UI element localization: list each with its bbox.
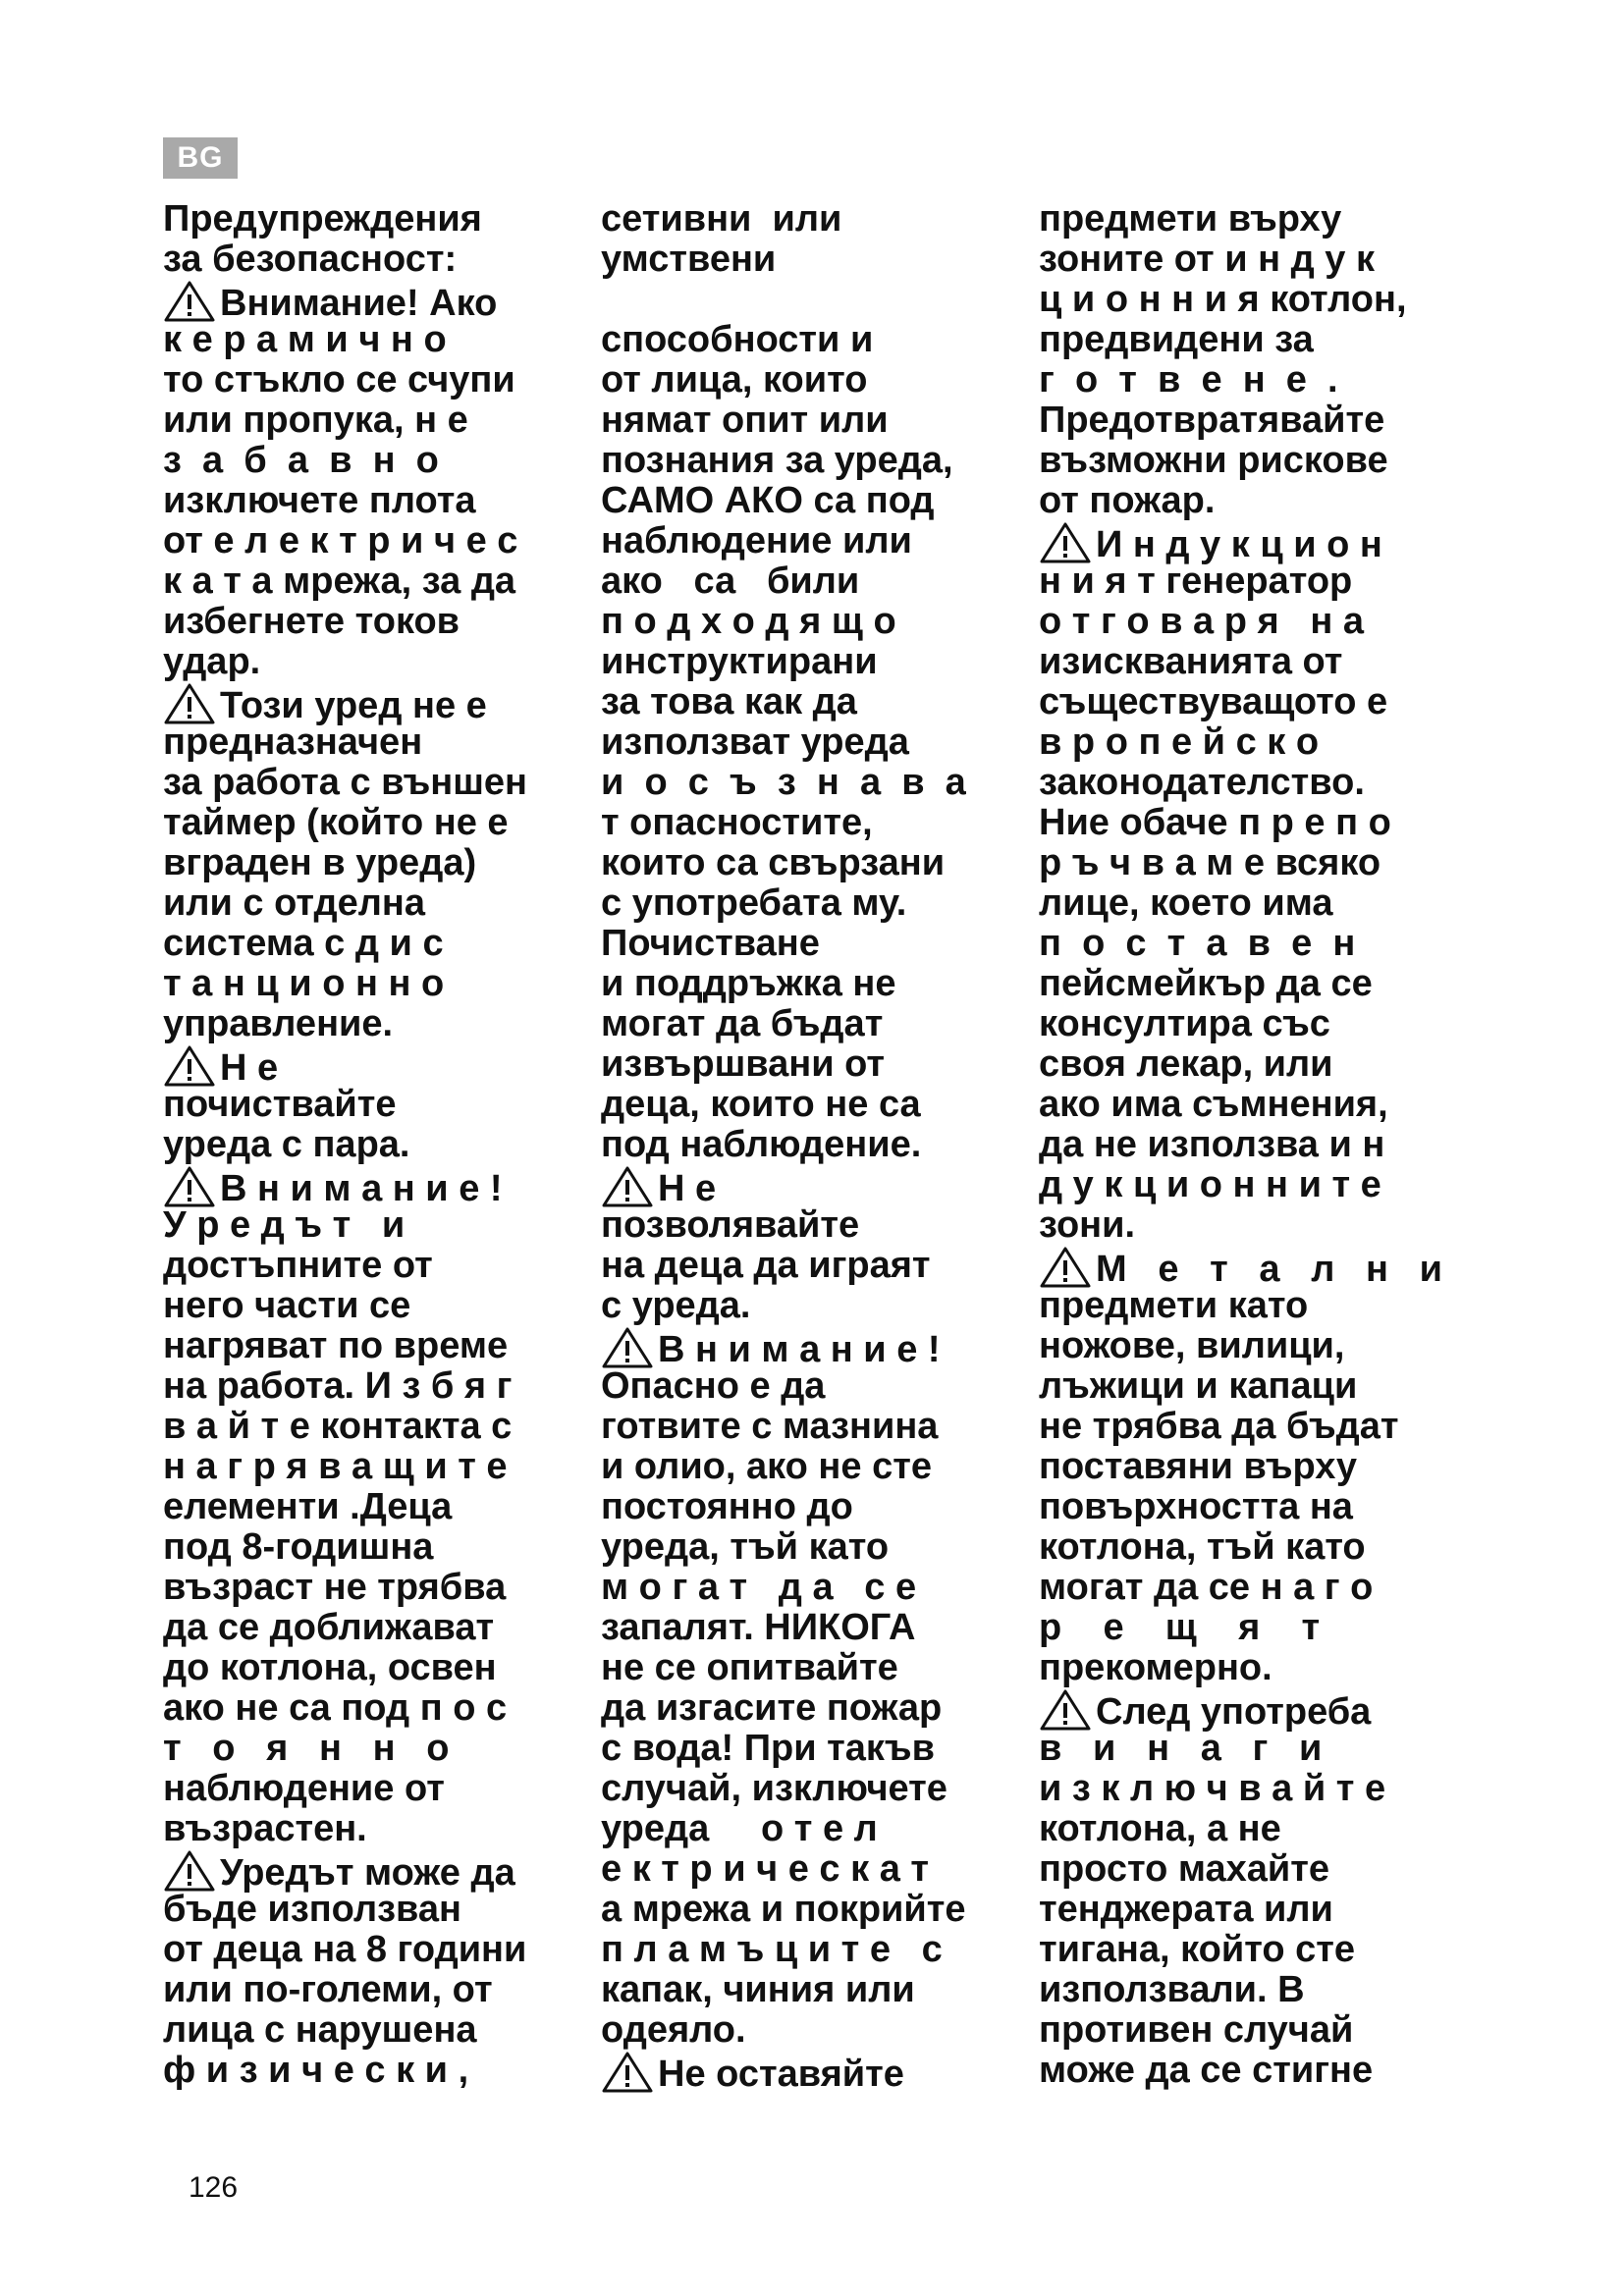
line-text: да изгасите пожар [601, 1687, 943, 1729]
line-text: или с отделна [163, 882, 425, 924]
text-line [601, 1688, 1033, 1729]
warning-triangle-icon [163, 1849, 216, 1893]
line-text: на работа. И з б я г [163, 1365, 513, 1407]
line-text: елементи .Деца [163, 1486, 453, 1527]
line-text: вграден в уреда) [163, 842, 477, 883]
text-line [163, 1366, 595, 1407]
line-text: р ъ ч в а м е всяко [1039, 842, 1381, 883]
text-line [163, 199, 595, 240]
warning-triangle-icon [1039, 521, 1092, 564]
text-line [163, 320, 595, 360]
line-text: в и н а г и [1039, 1728, 1323, 1769]
line-text: могат да бъдат [601, 1003, 884, 1044]
warning-triangle-icon [1039, 1246, 1092, 1289]
line-text: постоянно до [601, 1486, 853, 1527]
text-line [601, 1809, 1033, 1849]
text-line [163, 1608, 595, 1648]
line-text: може да се стигне [1039, 2050, 1374, 2091]
text-line [601, 2051, 1033, 2095]
line-text: И н д у к ц и о н [1096, 524, 1382, 565]
line-text: управление. [163, 1003, 394, 1044]
text-line [601, 1568, 1033, 1608]
line-text: тенджерата или [1039, 1889, 1333, 1930]
line-text: одеяло. [601, 2009, 746, 2051]
line-text: н а г р я в а щ и т е [163, 1446, 508, 1487]
line-text: Предупреждения [163, 198, 482, 240]
text-line [163, 1930, 595, 1970]
text-line [1039, 441, 1471, 481]
text-line [163, 642, 595, 682]
text-line [1039, 1849, 1471, 1890]
line-text: под наблюдение. [601, 1124, 922, 1165]
text-line [1039, 400, 1471, 441]
text-line [1039, 843, 1471, 883]
warning-triangle-icon [601, 2051, 654, 2094]
line-text: наблюдение или [601, 520, 912, 561]
line-text: за това как да [601, 681, 857, 722]
text-line [1039, 1608, 1471, 1648]
line-text: предмети върху [1039, 198, 1342, 240]
line-text: наблюдение от [163, 1768, 445, 1809]
line-text: уреда с пара. [163, 1124, 410, 1165]
text-column-1 [163, 199, 595, 2091]
line-text: Н е [220, 1047, 279, 1089]
text-line [601, 1447, 1033, 1487]
text-line [601, 1044, 1033, 1085]
line-text: зоните от и н д у к [1039, 239, 1376, 280]
line-text: В н и м а н и е ! [658, 1329, 941, 1370]
line-text: Предотвратявайте [1039, 400, 1385, 441]
text-line [601, 320, 1033, 360]
text-line [1039, 1890, 1471, 1930]
line-text: или по-големи, от [163, 1969, 493, 2010]
text-line [1039, 1729, 1471, 1769]
text-line [601, 360, 1033, 400]
line-text: него части се [163, 1285, 411, 1326]
text-line [1039, 1769, 1471, 1809]
text-line [601, 1527, 1033, 1568]
text-line [601, 924, 1033, 964]
line-text: достъпните от [163, 1245, 433, 1286]
text-line [601, 883, 1033, 924]
paragraph-gap [601, 280, 1033, 320]
line-text: котлона, а не [1039, 1808, 1281, 1849]
text-line [601, 1648, 1033, 1688]
text-line [163, 843, 595, 883]
text-line [601, 642, 1033, 682]
line-text: инструктирани [601, 641, 878, 682]
text-line [163, 1044, 595, 1089]
warning-triangle-icon [163, 1044, 216, 1088]
line-text: капак, чиния или [601, 1969, 915, 2010]
line-text: да не използва и н [1039, 1124, 1385, 1165]
text-line [1039, 521, 1471, 565]
line-text: изключете плота [163, 480, 476, 521]
line-text: готвите с мазнина [601, 1406, 939, 1447]
line-text: лъжици и капаци [1039, 1365, 1358, 1407]
text-line [163, 883, 595, 924]
text-line [163, 360, 595, 400]
line-text: сетивни или [601, 198, 842, 240]
line-text: предвидени за [1039, 319, 1314, 360]
text-line [1039, 1930, 1471, 1970]
text-line [1039, 1688, 1471, 1733]
text-line [1039, 2010, 1471, 2051]
line-text: които са свързани [601, 842, 946, 883]
text-line [601, 722, 1033, 763]
text-line [1039, 883, 1471, 924]
text-line [1039, 1487, 1471, 1527]
text-line [1039, 1407, 1471, 1447]
line-text: способности и [601, 319, 874, 360]
line-text: в а й т е контакта с [163, 1406, 513, 1447]
text-line [601, 1487, 1033, 1527]
line-text: не се опитвайте [601, 1647, 898, 1688]
text-line [163, 1849, 595, 1894]
line-text: ако има съмнения, [1039, 1084, 1388, 1125]
line-text: позволявайте [601, 1204, 860, 1246]
line-text: т о я н н о [163, 1728, 450, 1769]
line-text: своя лекар, или [1039, 1043, 1333, 1085]
line-text: запалят. НИКОГА [601, 1607, 916, 1648]
text-line [1039, 1527, 1471, 1568]
page-number: 126 [189, 2171, 239, 2204]
text-line [1039, 320, 1471, 360]
text-line [163, 763, 595, 803]
text-line [163, 1286, 595, 1326]
text-line [1039, 2051, 1471, 2091]
line-text: предназначен [163, 721, 423, 763]
text-line [163, 1970, 595, 2010]
warning-triangle-icon [163, 280, 216, 323]
text-line [1039, 1125, 1471, 1165]
line-text: н и я т генератор [1039, 561, 1353, 602]
text-line [1039, 1809, 1471, 1849]
text-line [601, 521, 1033, 561]
text-line [1039, 360, 1471, 400]
line-text: Н е [658, 1168, 717, 1209]
line-text: з а б а в н о [163, 440, 439, 481]
line-text: Опасно е да [601, 1365, 826, 1407]
text-line [601, 1890, 1033, 1930]
line-text: почиствайте [163, 1084, 397, 1125]
line-text: и з к л ю ч в а й т е [1039, 1768, 1386, 1809]
text-column-3 [1039, 199, 1471, 2091]
text-line [1039, 1970, 1471, 2010]
text-line [163, 2010, 595, 2051]
line-text: уреда о т е л [601, 1808, 878, 1849]
line-text: Ние обаче п р е п о [1039, 802, 1391, 843]
text-line [601, 964, 1033, 1004]
text-line [601, 2010, 1033, 2051]
line-text: от е л е к т р и ч е с [163, 520, 518, 561]
line-text: с употребата му. [601, 882, 907, 924]
line-text: не трябва да бъдат [1039, 1406, 1399, 1447]
line-text: пейсмейкър да се [1039, 963, 1373, 1004]
line-text: с вода! При такъв [601, 1728, 935, 1769]
warning-triangle-icon [163, 682, 216, 725]
text-line [163, 1688, 595, 1729]
line-text: в р о п е й с к о [1039, 721, 1320, 763]
text-line [1039, 1447, 1471, 1487]
line-text: за работа с външен [163, 762, 527, 803]
line-text: а мрежа и покрийте [601, 1889, 966, 1930]
line-text: използвали. В [1039, 1969, 1305, 2010]
line-text: п л а м ъ ц и т е с [601, 1929, 943, 1970]
text-column-2 [601, 198, 1033, 2095]
text-line [163, 1205, 595, 1246]
text-line [1039, 763, 1471, 803]
text-line [163, 602, 595, 642]
line-text: ако са били [601, 561, 860, 602]
language-badge: BG [163, 137, 238, 179]
line-text: и о с ъ з н а в а [601, 762, 966, 803]
text-line [601, 1326, 1033, 1370]
line-text: то стъкло се счупи [163, 359, 515, 400]
line-text: предмети като [1039, 1285, 1309, 1326]
text-line [601, 843, 1033, 883]
line-text: т а н ц и о н н о [163, 963, 445, 1004]
text-line [601, 803, 1033, 843]
line-text: и поддръжка не [601, 963, 896, 1004]
text-line [601, 1165, 1033, 1209]
line-text: д у к ц и о н н и т е [1039, 1164, 1381, 1205]
line-text: противен случай [1039, 2009, 1354, 2051]
line-text: повърхността на [1039, 1486, 1353, 1527]
text-line [163, 1085, 595, 1125]
text-line [1039, 602, 1471, 642]
text-line [163, 481, 595, 521]
text-line [163, 441, 595, 481]
text-line [601, 240, 1033, 280]
line-text: о т г о в а р я н а [1039, 601, 1364, 642]
line-text: консултира със [1039, 1003, 1330, 1044]
text-line [601, 561, 1033, 602]
warning-triangle-icon [1039, 1688, 1092, 1732]
line-text: под 8-годишна [163, 1526, 434, 1568]
line-text: тигана, който сте [1039, 1929, 1355, 1970]
line-text: просто махайте [1039, 1848, 1330, 1890]
text-line [163, 682, 595, 726]
text-line [601, 1970, 1033, 2010]
line-text: т опасностите, [601, 802, 873, 843]
text-line [1039, 1366, 1471, 1407]
text-line [601, 199, 1033, 240]
line-text: случай, изключете [601, 1768, 947, 1809]
line-text: ц и о н н и я котлон, [1039, 279, 1407, 320]
text-line [163, 924, 595, 964]
line-text: деца, които не са [601, 1084, 921, 1125]
line-text: възраст не трябва [163, 1567, 507, 1608]
line-text: таймер (който не е [163, 802, 509, 843]
text-line [163, 561, 595, 602]
text-line [163, 1769, 595, 1809]
line-text: на деца да играят [601, 1245, 931, 1286]
line-text: п о с т а в е н [1039, 923, 1356, 964]
line-text: ножове, вилици, [1039, 1325, 1345, 1366]
line-text: от лица, които [601, 359, 868, 400]
line-text: лица с нарушена [163, 2009, 477, 2051]
line-text: След употреба [1096, 1691, 1372, 1733]
text-line [601, 1366, 1033, 1407]
text-line [1039, 561, 1471, 602]
line-text: Внимание! Ако [220, 283, 498, 324]
line-text: зони. [1039, 1204, 1136, 1246]
line-text: за безопасност: [163, 239, 458, 280]
text-line [601, 1085, 1033, 1125]
text-line [601, 763, 1033, 803]
text-line [1039, 1004, 1471, 1044]
text-line [601, 1930, 1033, 1970]
line-text: извършвани от [601, 1043, 885, 1085]
line-text: У р е д ъ т и [163, 1204, 406, 1246]
text-line [163, 1165, 595, 1209]
text-line [601, 441, 1033, 481]
text-line [1039, 803, 1471, 843]
line-text: бъде използван [163, 1889, 461, 1930]
line-text: ф и з и ч е с к и , [163, 2050, 469, 2091]
text-line [1039, 481, 1471, 521]
line-text: лице, което има [1039, 882, 1333, 924]
text-line [1039, 240, 1471, 280]
line-text: Уредът може да [220, 1852, 515, 1894]
text-line [601, 1004, 1033, 1044]
line-text: от пожар. [1039, 480, 1216, 521]
line-text: възможни рискове [1039, 440, 1388, 481]
text-line [601, 481, 1033, 521]
text-line [601, 602, 1033, 642]
line-text: законодателство. [1039, 762, 1365, 803]
text-line [1039, 964, 1471, 1004]
text-line [163, 1729, 595, 1769]
line-text: съществуващото е [1039, 681, 1388, 722]
line-text: прекомерно. [1039, 1647, 1272, 1688]
line-text: м о г а т д а с е [601, 1567, 917, 1608]
line-text: и олио, ако не сте [601, 1446, 932, 1487]
line-text: поставяни върху [1039, 1446, 1358, 1487]
text-line [601, 1246, 1033, 1286]
text-line [163, 1568, 595, 1608]
text-line [601, 1205, 1033, 1246]
warning-triangle-icon [601, 1326, 654, 1369]
text-line [163, 1246, 595, 1286]
line-text: познания за уреда, [601, 440, 953, 481]
text-line [601, 1608, 1033, 1648]
text-line [601, 1125, 1033, 1165]
text-line [1039, 1044, 1471, 1085]
line-text: п о д х о д я щ о [601, 601, 896, 642]
line-text: уреда, тъй като [601, 1526, 890, 1568]
text-line [163, 1809, 595, 1849]
text-line [1039, 722, 1471, 763]
line-text: г о т в е н е . [1039, 359, 1338, 400]
text-line [163, 400, 595, 441]
line-text: е к т р и ч е с к а т [601, 1848, 930, 1890]
text-line [163, 1447, 595, 1487]
line-text: Този уред не е [220, 685, 487, 726]
line-text: нямат опит или [601, 400, 889, 441]
line-text: система с д и с [163, 923, 444, 964]
line-text: М е т а л н и [1096, 1249, 1443, 1290]
line-text: изискванията от [1039, 641, 1343, 682]
text-line [1039, 199, 1471, 240]
line-text: умствени [601, 239, 777, 280]
text-line [1039, 1648, 1471, 1688]
text-line [1039, 924, 1471, 964]
text-line [163, 280, 595, 324]
line-text: САМО АКО са под [601, 480, 935, 521]
text-line [163, 1890, 595, 1930]
text-line [601, 1729, 1033, 1769]
line-text: В н и м а н и е ! [220, 1168, 503, 1209]
warning-triangle-icon [601, 1165, 654, 1208]
line-text: Почистване [601, 923, 820, 964]
text-line [1039, 682, 1471, 722]
line-text: Не оставяйте [658, 2054, 904, 2095]
line-text: нагряват по време [163, 1325, 509, 1366]
line-text: до котлона, освен [163, 1647, 497, 1688]
text-line [1039, 1205, 1471, 1246]
text-line [163, 1004, 595, 1044]
text-line [1039, 280, 1471, 320]
text-line [601, 1407, 1033, 1447]
warning-triangle-icon [163, 1165, 216, 1208]
text-line [163, 1487, 595, 1527]
text-line [1039, 1286, 1471, 1326]
text-line [1039, 1568, 1471, 1608]
text-line [601, 1769, 1033, 1809]
text-line [163, 1125, 595, 1165]
line-text: ако не са под п о с [163, 1687, 508, 1729]
text-line [163, 2051, 595, 2091]
text-line [163, 521, 595, 561]
line-text: могат да се н а г о [1039, 1567, 1374, 1608]
line-text: к е р а м и ч н о [163, 319, 447, 360]
text-line [163, 1407, 595, 1447]
text-line [163, 1648, 595, 1688]
line-text: р е щ я т [1039, 1607, 1321, 1648]
text-line [601, 1286, 1033, 1326]
line-text: от деца на 8 години [163, 1929, 527, 1970]
text-line [163, 803, 595, 843]
text-line [163, 1326, 595, 1366]
text-line [601, 682, 1033, 722]
text-line [1039, 1246, 1471, 1290]
text-line [163, 240, 595, 280]
text-line [163, 722, 595, 763]
line-text: използват уреда [601, 721, 909, 763]
line-text: к а т а мрежа, за да [163, 561, 516, 602]
line-text: или пропука, н е [163, 400, 468, 441]
line-text: избегнете токов [163, 601, 460, 642]
line-text: удар. [163, 641, 261, 682]
line-text: възрастен. [163, 1808, 367, 1849]
text-line [1039, 1085, 1471, 1125]
text-line [163, 964, 595, 1004]
text-line [1039, 1165, 1471, 1205]
text-line [601, 1849, 1033, 1890]
line-text: да се доближават [163, 1607, 495, 1648]
text-line [163, 1527, 595, 1568]
line-text: с уреда. [601, 1285, 751, 1326]
line-text: котлона, тъй като [1039, 1526, 1366, 1568]
text-line [1039, 642, 1471, 682]
text-line [601, 400, 1033, 441]
text-line [1039, 1326, 1471, 1366]
